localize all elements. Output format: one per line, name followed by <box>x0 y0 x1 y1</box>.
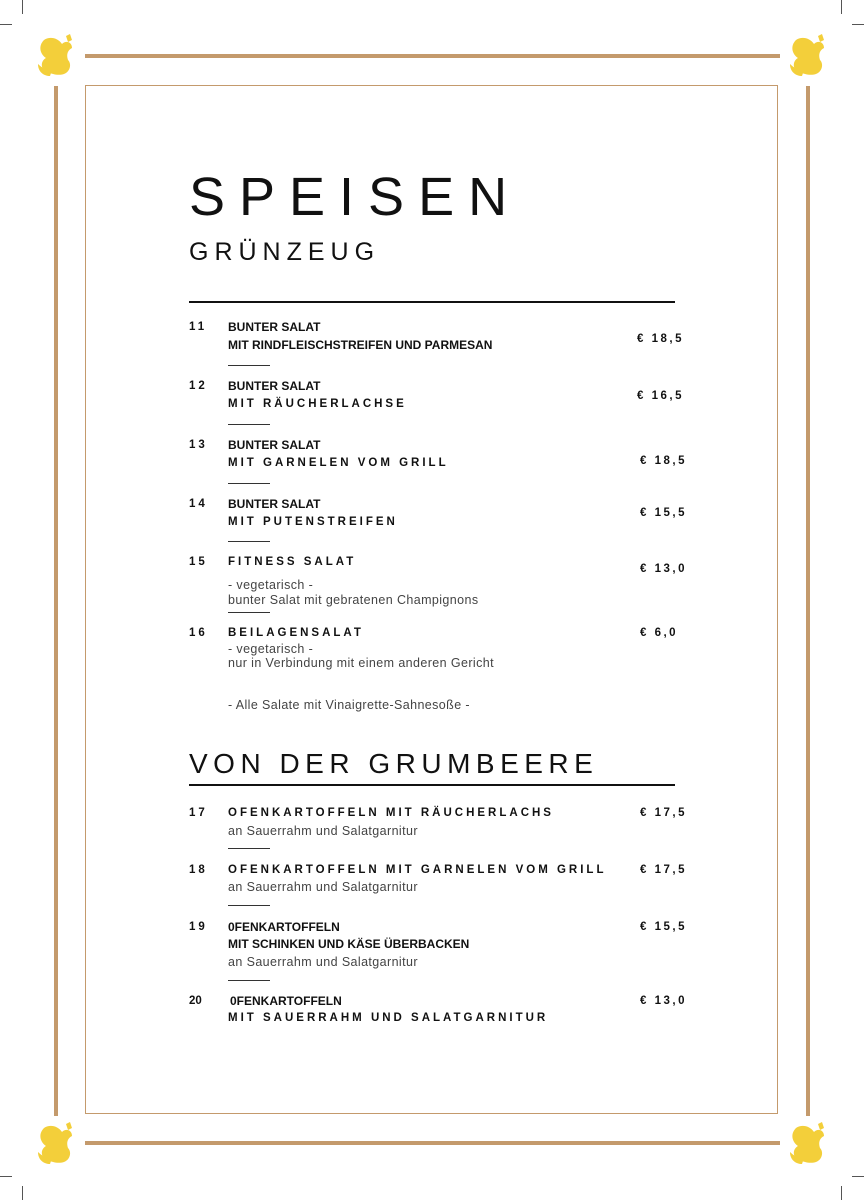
crop-mark <box>841 1186 842 1200</box>
item-name-line2: MIT SAUERRAHM UND SALATGARNITUR <box>228 1012 549 1024</box>
item-description: - vegetarisch - <box>228 642 314 656</box>
section-rule <box>189 301 675 303</box>
item-name: FITNESS SALAT <box>228 556 357 568</box>
section-title-gruenzeug: GRÜNZEUG <box>189 238 381 266</box>
item-name: BUNTER SALAT <box>228 438 321 452</box>
item-number: 14 <box>189 498 208 510</box>
item-separator <box>228 365 270 366</box>
item-separator <box>228 541 270 542</box>
crop-mark <box>0 1176 12 1177</box>
item-name-line2: MIT SCHINKEN UND KÄSE ÜBERBACKEN <box>228 937 470 951</box>
page-title: SPEISEN <box>189 167 522 227</box>
item-number: 20 <box>189 995 202 1007</box>
item-number: 12 <box>189 380 208 392</box>
lion-ornament-icon <box>788 34 828 78</box>
section-title-grumbeere: VON DER GRUMBEERE <box>189 748 599 779</box>
frame-line-left <box>54 86 58 1116</box>
salad-note: - Alle Salate mit Vinaigrette-Sahnesoße - <box>228 698 470 712</box>
lion-ornament-icon <box>788 1122 828 1166</box>
item-price: € 17,5 <box>640 864 687 876</box>
frame-line-top <box>85 54 780 58</box>
item-number: 18 <box>189 864 208 876</box>
item-price: € 16,5 <box>637 390 684 402</box>
crop-mark <box>852 1176 864 1177</box>
item-description: nur in Verbindung mit einem anderen Gericht <box>228 656 494 670</box>
item-name: BUNTER SALAT <box>228 497 321 511</box>
item-name: OFENKARTOFFELN MIT GARNELEN VOM GRILL <box>228 864 607 876</box>
item-separator <box>228 905 270 906</box>
section-rule <box>189 784 675 786</box>
item-price: € 13,0 <box>640 995 687 1007</box>
item-separator <box>228 980 270 981</box>
crop-mark <box>852 24 864 25</box>
item-number: 19 <box>189 921 208 933</box>
item-price: € 17,5 <box>640 807 687 819</box>
item-name-line2: MIT GARNELEN VOM GRILL <box>228 457 449 469</box>
item-name: BUNTER SALAT <box>228 320 321 334</box>
item-name: BEILAGENSALAT <box>228 627 364 639</box>
frame-line-right <box>806 86 810 1116</box>
item-name: 0FENKARTOFFELN <box>228 920 340 934</box>
item-separator <box>228 848 270 849</box>
item-separator <box>228 483 270 484</box>
crop-mark <box>0 24 12 25</box>
item-separator <box>228 612 270 613</box>
item-separator <box>228 424 270 425</box>
item-name-line2: MIT RÄUCHERLACHSE <box>228 398 407 410</box>
crop-mark <box>22 0 23 14</box>
item-name: BUNTER SALAT <box>228 379 321 393</box>
item-price: € 18,5 <box>640 455 687 467</box>
item-number: 13 <box>189 439 208 451</box>
item-name-line2: MIT RINDFLEISCHSTREIFEN UND PARMESAN <box>228 338 493 352</box>
item-price: € 18,5 <box>637 333 684 345</box>
item-description: an Sauerrahm und Salatgarnitur <box>228 880 418 894</box>
item-price: € 13,0 <box>640 563 687 575</box>
item-number: 17 <box>189 807 208 819</box>
item-price: € 6,0 <box>640 627 679 639</box>
crop-mark <box>841 0 842 14</box>
lion-ornament-icon <box>36 34 76 78</box>
item-price: € 15,5 <box>640 921 687 933</box>
item-number: 16 <box>189 627 208 639</box>
item-name: OFENKARTOFFELN MIT RÄUCHERLACHS <box>228 807 554 819</box>
frame-line-bottom <box>85 1141 780 1145</box>
item-description: an Sauerrahm und Salatgarnitur <box>228 955 418 969</box>
crop-mark <box>22 1186 23 1200</box>
item-price: € 15,5 <box>640 507 687 519</box>
item-number: 11 <box>189 321 208 333</box>
item-description: bunter Salat mit gebratenen Champignons <box>228 593 479 607</box>
item-number: 15 <box>189 556 208 568</box>
item-description: an Sauerrahm und Salatgarnitur <box>228 824 418 838</box>
lion-ornament-icon <box>36 1122 76 1166</box>
item-name: 0FENKARTOFFELN <box>230 994 342 1008</box>
item-name-line2: MIT PUTENSTREIFEN <box>228 516 398 528</box>
item-description: - vegetarisch - <box>228 578 314 592</box>
